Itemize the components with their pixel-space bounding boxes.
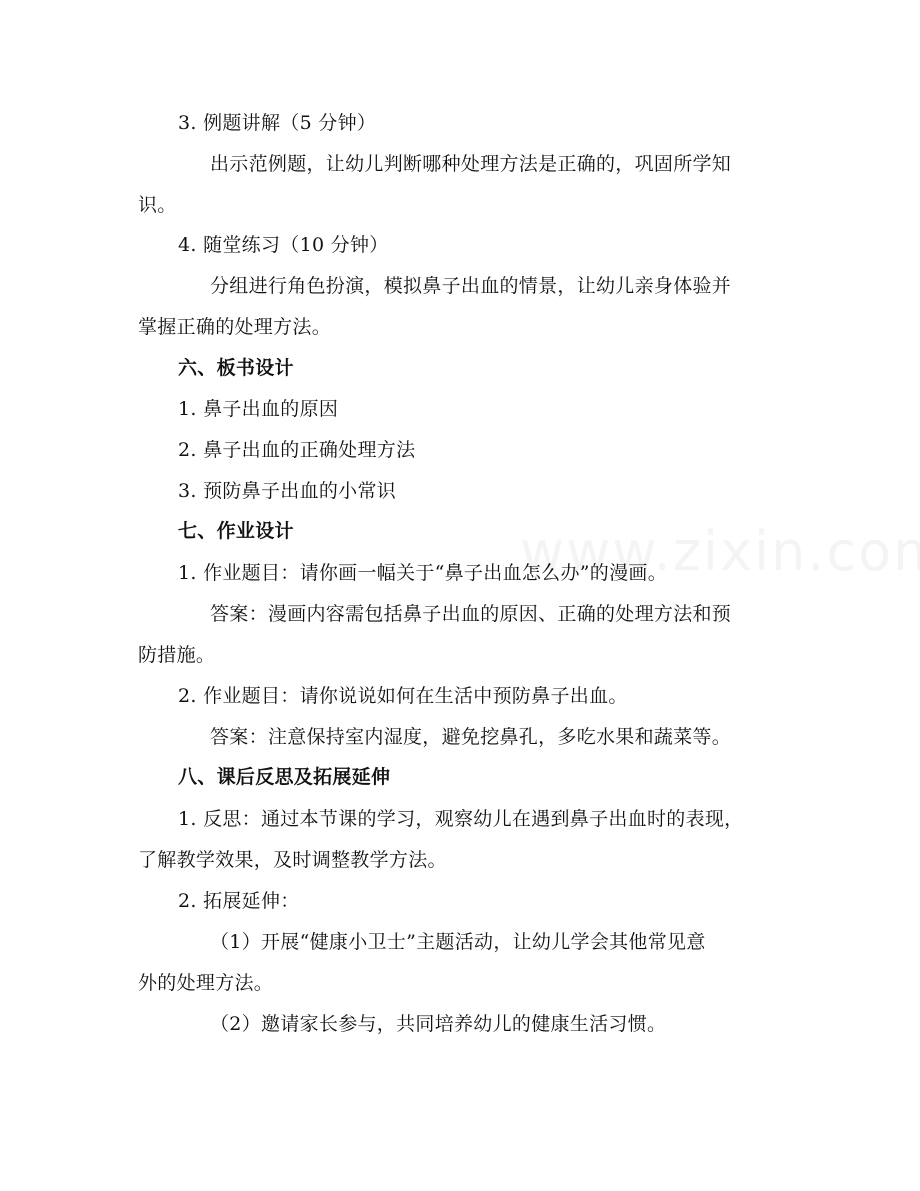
homework-item-2: 2. 作业题目：请你说说如何在生活中预防鼻子出血。 — [178, 685, 628, 707]
homework-answer-1-cont: 防措施。 — [138, 644, 216, 666]
extension-sub-1: （1）开展“健康小卫士”主题活动，让幼儿学会其他常见意 — [210, 931, 706, 953]
extension-sub-1-cont: 外的处理方法。 — [138, 972, 274, 994]
homework-answer-2: 答案：注意保持室内湿度，避免挖鼻孔，多吃水果和蔬菜等。 — [210, 726, 732, 748]
reflection-item-1: 1. 反思：通过本节课的学习，观察幼儿在遇到鼻子出血时的表现， — [178, 808, 744, 830]
paragraph-example-text-cont: 识。 — [138, 194, 177, 216]
paragraph-practice-text-cont: 掌握正确的处理方法。 — [138, 316, 332, 338]
heading-board-design: 六、板书设计 — [178, 357, 294, 379]
paragraph-example-text: 出示范例题，让幼儿判断哪种处理方法是正确的，巩固所学知 — [210, 153, 732, 175]
board-item-1: 1. 鼻子出血的原因 — [178, 398, 339, 420]
paragraph-practice-text: 分组进行角色扮演，模拟鼻子出血的情景，让幼儿亲身体验并 — [210, 275, 732, 297]
item-3-example: 3. 例题讲解（5 分钟） — [178, 112, 377, 134]
extension-item-2: 2. 拓展延伸： — [178, 890, 300, 912]
heading-reflection-extension: 八、课后反思及拓展延伸 — [178, 766, 391, 788]
item-4-practice: 4. 随堂练习（10 分钟） — [178, 234, 389, 256]
homework-item-1: 1. 作业题目：请你画一幅关于“鼻子出血怎么办”的漫画。 — [178, 562, 667, 584]
heading-homework-design: 七、作业设计 — [178, 520, 294, 542]
homework-answer-1: 答案：漫画内容需包括鼻子出血的原因、正确的处理方法和预 — [210, 603, 732, 625]
reflection-item-1-cont: 了解教学效果，及时调整教学方法。 — [138, 849, 447, 871]
extension-sub-2: （2）邀请家长参与，共同培养幼儿的健康生活习惯。 — [210, 1013, 667, 1035]
board-item-2: 2. 鼻子出血的正确处理方法 — [178, 439, 416, 461]
board-item-3: 3. 预防鼻子出血的小常识 — [178, 480, 397, 502]
